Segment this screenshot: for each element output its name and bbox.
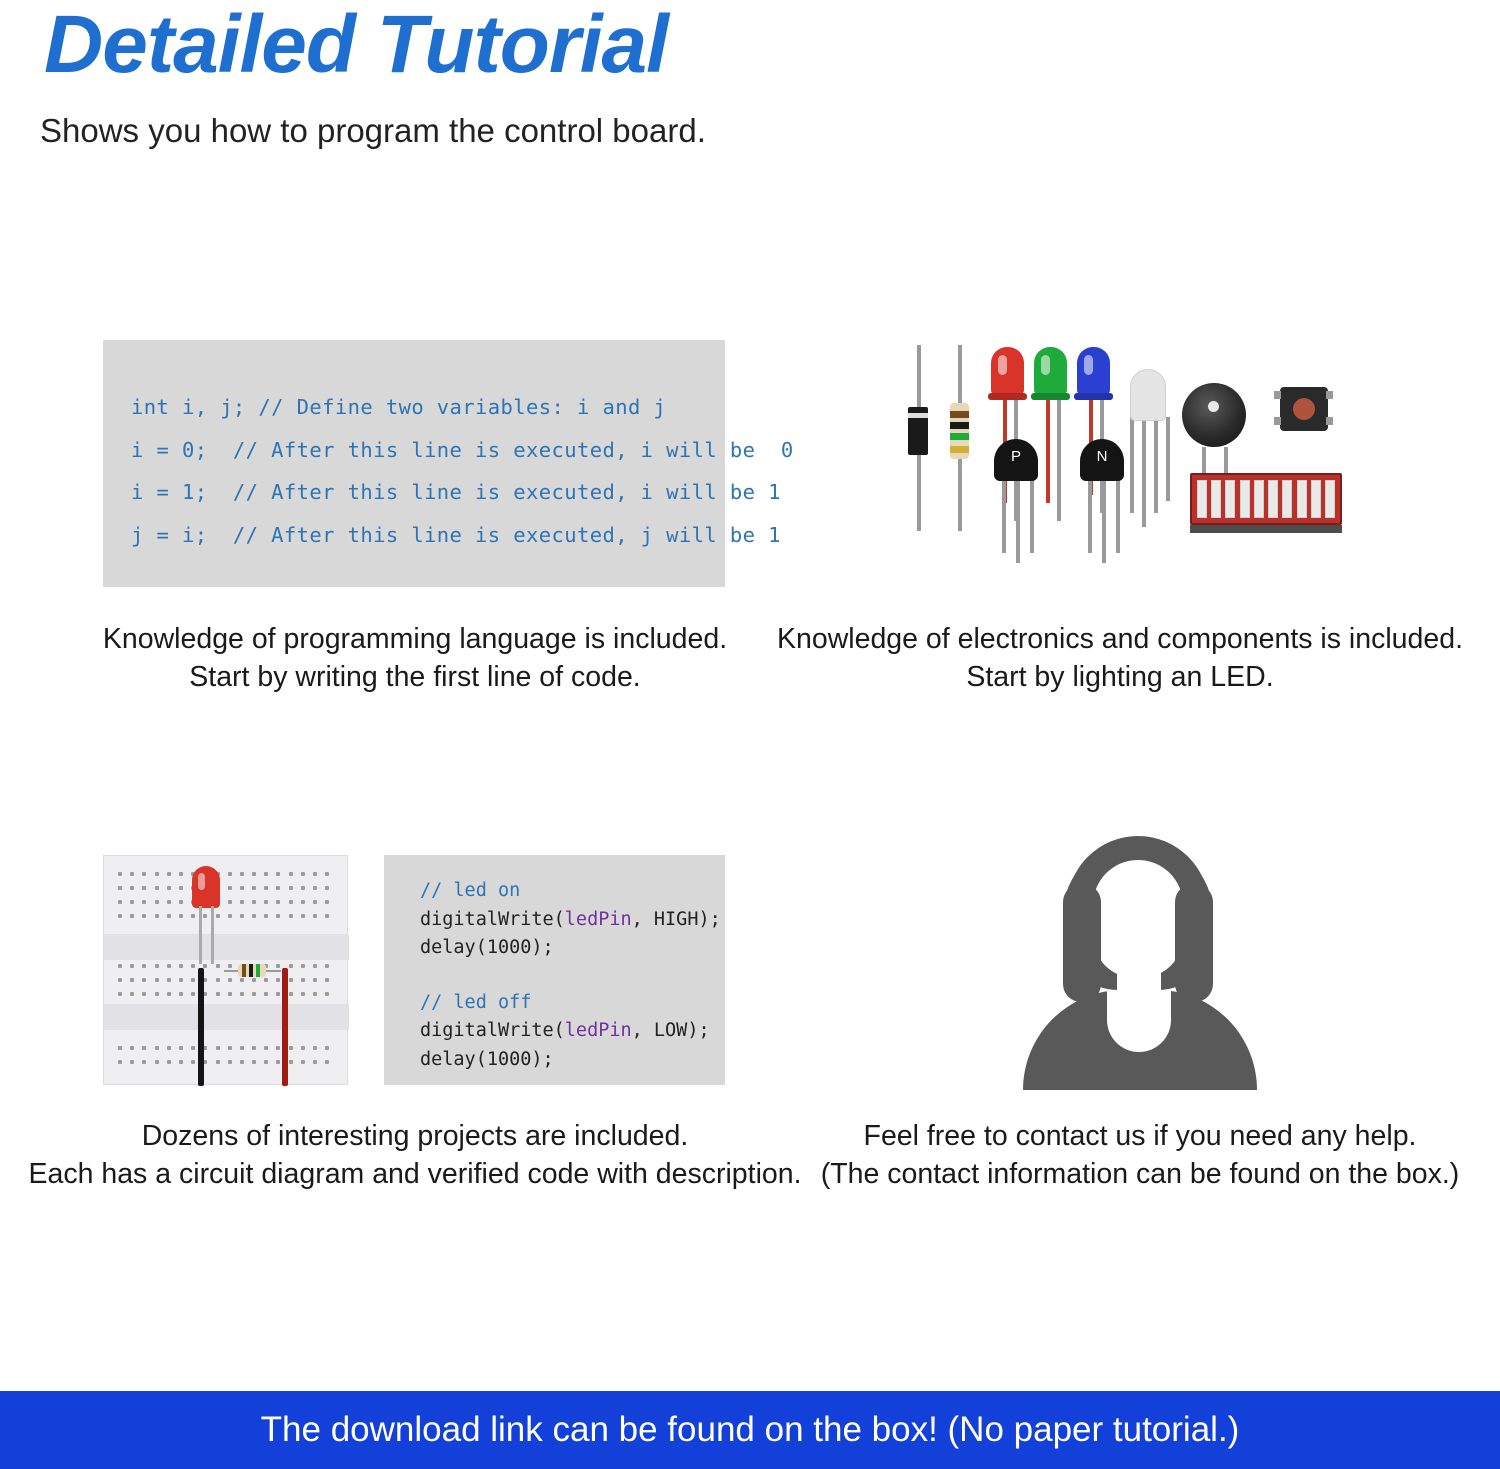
transistor-p-lead <box>1002 475 1006 553</box>
transistor-n-lead <box>1102 475 1106 563</box>
bargraph-segment <box>1225 480 1235 518</box>
code-line: j = i; // After this line is executed, j will be 1 <box>131 522 781 547</box>
transistor-label: P <box>1010 448 1021 465</box>
transistor-p-lead <box>1030 475 1034 553</box>
code-line: i = 0; // After this line is executed, i will be 0 <box>131 437 794 462</box>
caption-line: Start by writing the first line of code. <box>189 661 641 694</box>
bargraph-segment <box>1254 480 1264 518</box>
bargraph-segment <box>1325 480 1335 518</box>
caption-electronics <box>770 620 1470 697</box>
bargraph-segment <box>1197 480 1207 518</box>
breadboard-hole-row <box>118 914 329 918</box>
code-line-digitalwrite-low <box>420 1017 725 1046</box>
bargraph-segment <box>1297 480 1307 518</box>
electronic-components-illustration <box>890 335 1370 585</box>
caption-line: (The contact information can be found on the box.) <box>820 1158 1460 1191</box>
code-line-delay-2: delay(1000); <box>420 1048 554 1070</box>
breadboard-hole-row <box>118 900 329 904</box>
caption-line: Start by lighting an LED. <box>966 661 1274 694</box>
diode-lead-top <box>917 345 921 409</box>
code-fn: digitalWrite( <box>420 908 565 930</box>
code-fn: digitalWrite( <box>420 1020 565 1041</box>
bargraph-base <box>1190 525 1342 533</box>
caption-support <box>800 1117 1480 1194</box>
transistor-n-icon <box>1080 439 1124 481</box>
resistor-wire <box>224 970 239 972</box>
led-blue-icon <box>1077 347 1110 395</box>
bargraph-segment <box>1311 480 1321 518</box>
bargraph-segment <box>1268 480 1278 518</box>
buzzer-hole <box>1208 401 1219 412</box>
breadboard-led-legs <box>199 906 215 964</box>
led-flange <box>988 393 1027 400</box>
resistor-lead-bottom <box>958 457 962 531</box>
code-line-comment-on: // led on <box>420 880 521 901</box>
resistor-body <box>238 964 266 977</box>
bargraph-segment <box>1211 480 1221 518</box>
resistor-band <box>256 964 260 977</box>
diode-band <box>908 413 928 418</box>
resistor-band <box>249 964 253 977</box>
breadboard-led <box>192 866 220 908</box>
breadboard-hole-row <box>118 1060 329 1064</box>
led-leg <box>199 906 202 964</box>
breadboard-lower-channel <box>104 1004 349 1030</box>
led-bargraph-icon <box>1190 473 1342 525</box>
led-red-icon <box>991 347 1024 395</box>
breadboard-hole-row <box>118 872 329 876</box>
bargraph-segment <box>1282 480 1292 518</box>
agent-collar <box>1107 990 1171 1052</box>
page-subtitle: Shows you how to program the control board. <box>40 112 706 149</box>
code-block-variables <box>103 340 794 587</box>
jumper-wire-black <box>198 968 204 1086</box>
code-block-led-blink <box>384 855 725 1085</box>
code-arg-tail: , HIGH); <box>631 908 721 930</box>
transistor-label: N <box>1096 448 1108 465</box>
resistor-band <box>950 433 969 440</box>
push-button-pin <box>1326 391 1333 399</box>
led-leg <box>211 906 214 964</box>
resistor-wire <box>266 970 281 972</box>
transistor-n-lead <box>1116 475 1120 553</box>
breadboard-hole-row <box>118 1046 329 1050</box>
rgb-led-lead <box>1166 417 1170 501</box>
led-flange <box>1074 393 1113 400</box>
led-gloss <box>1084 355 1093 375</box>
resistor-band <box>950 446 969 453</box>
resistor-band <box>950 422 969 429</box>
code-line-comment-off: // led off <box>420 991 532 1013</box>
led-gloss <box>998 355 1007 375</box>
push-button-pin <box>1274 417 1281 425</box>
code-arg: ledPin <box>564 908 632 930</box>
breadboard-hole-row <box>118 978 329 982</box>
resistor-band <box>242 964 246 977</box>
bargraph-segment <box>1240 480 1250 518</box>
headset-earpiece-left <box>1065 902 1095 944</box>
push-button-cap <box>1293 398 1315 420</box>
rgb-led-lead <box>1130 417 1134 513</box>
headset-earpiece-right <box>1183 902 1213 944</box>
page-title: Detailed Tutorial <box>44 0 668 90</box>
caption-programming <box>60 620 770 697</box>
breadboard-resistor <box>224 964 280 977</box>
push-button-pin <box>1326 417 1333 425</box>
footer-text: The download link can be found on the box! (No paper tutorial.) <box>260 1410 1240 1449</box>
led-green-lead <box>1057 393 1061 521</box>
diode-icon <box>908 407 928 455</box>
code-blank-line <box>420 963 725 989</box>
rgb-led-icon <box>1130 369 1166 421</box>
footer-banner <box>0 1391 1500 1469</box>
led-green-lead <box>1046 393 1050 503</box>
caption-projects <box>20 1117 810 1194</box>
buzzer-icon <box>1182 383 1246 447</box>
code-line: i = 1; // After this line is executed, i will be 1 <box>131 480 781 504</box>
breadboard-hole-row <box>118 992 329 996</box>
breadboard-hole-row <box>118 886 329 890</box>
transistor-p-icon <box>994 439 1038 481</box>
transistor-p-lead <box>1016 475 1020 563</box>
transistor-n-lead <box>1088 475 1092 553</box>
support-agent-illustration <box>1015 840 1265 1090</box>
led-flange <box>1031 393 1070 400</box>
push-button-icon <box>1280 387 1328 431</box>
resistor-band <box>950 411 969 418</box>
code-line-delay-1: delay(1000); <box>420 937 554 958</box>
caption-line: Each has a circuit diagram and verified code with description. <box>28 1158 802 1191</box>
resistor-icon <box>950 403 969 459</box>
code-arg-tail: , LOW); <box>631 1020 710 1041</box>
resistor-lead-top <box>958 345 962 405</box>
diode-lead-bottom <box>917 453 921 531</box>
code-arg: ledPin <box>564 1020 632 1041</box>
caption-line: Dozens of interesting projects are included. <box>141 1120 689 1152</box>
push-button-pin <box>1274 391 1281 399</box>
led-gloss <box>1041 355 1050 375</box>
rgb-led-lead <box>1154 417 1158 513</box>
jumper-wire-red <box>282 968 288 1086</box>
caption-line: Knowledge of programming language is included. <box>102 623 728 655</box>
code-line: int i, j; // Define two variables: i and j <box>131 395 667 419</box>
caption-line: Knowledge of electronics and components is included. <box>776 623 1463 655</box>
led-green-icon <box>1034 347 1067 395</box>
code-line-digitalwrite-high <box>420 906 725 935</box>
caption-line: Feel free to contact us if you need any help. <box>863 1120 1417 1152</box>
breadboard-center-channel <box>104 934 349 960</box>
led-gloss <box>198 873 205 890</box>
rgb-led-lead <box>1142 417 1146 527</box>
breadboard-illustration <box>103 855 348 1085</box>
